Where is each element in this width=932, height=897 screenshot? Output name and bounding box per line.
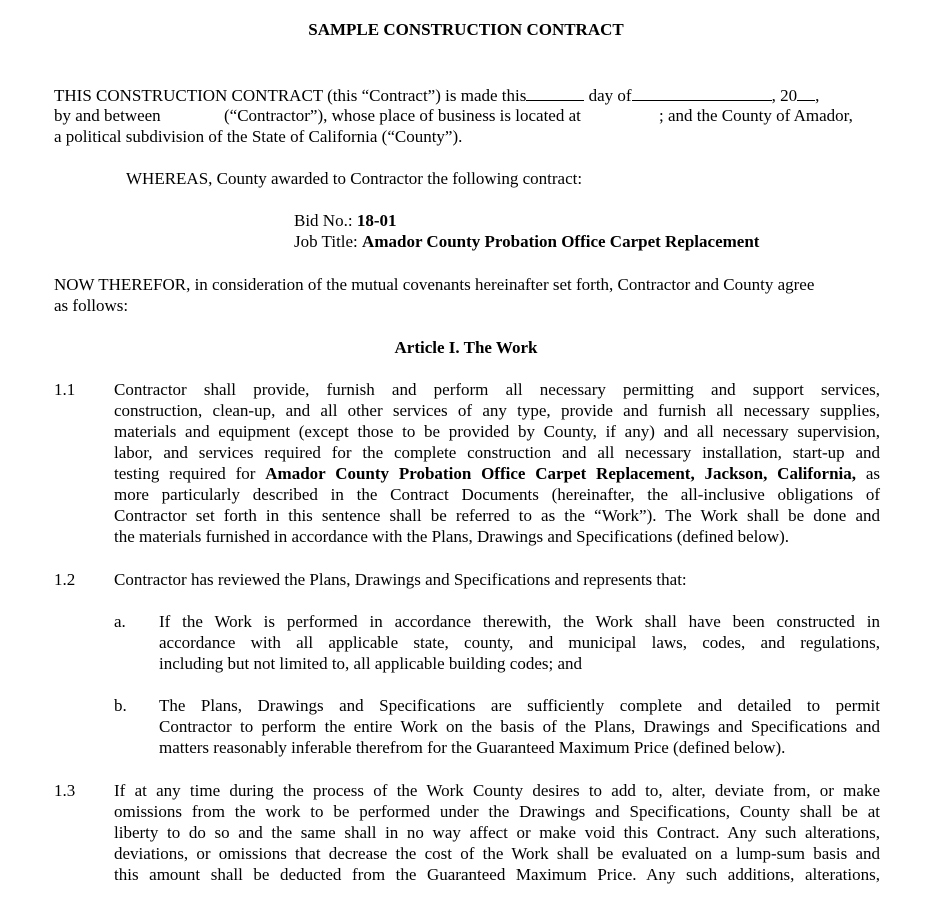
section-1-3-line: omissions from the work to be performed under the Drawings and Specifications, County shall be at (114, 802, 880, 821)
intro-made-this: THIS CONSTRUCTION CONTRACT (this “Contract”) is made this (54, 86, 527, 105)
section-1-3-number: 1.3 (54, 781, 76, 800)
whereas-clause: WHEREAS, County awarded to Contractor the following contract: (126, 169, 583, 188)
job-title-line (294, 231, 759, 252)
section-1-3-line: deviations, or omissions that decrease the cost of the Work shall be evaluated on a lump-sum basis and (114, 844, 880, 863)
intro-county-of-amador: ; and the County of Amador, (659, 106, 853, 125)
year-blank[interactable] (797, 84, 815, 101)
intro-by-and-between: by and between (54, 106, 161, 125)
section-1-1-line-project (114, 463, 880, 484)
intro-day-of: day of (588, 86, 632, 105)
article-heading: Article I. The Work (394, 338, 538, 357)
section-1-3-line: this amount shall be deducted from the Guaranteed Maximum Price. Any such additions, alterations, (114, 865, 880, 884)
item-b-label: b. (114, 696, 127, 715)
section-1-3-line: If at any time during the process of the Work County desires to add to, alter, deviate from, or make (114, 781, 880, 800)
section-1-1-line: Contractor set forth in this sentence shall be referred to as the “Work”). The Work shall be done and (114, 506, 880, 525)
day-blank[interactable] (526, 84, 584, 101)
as-text: as (865, 464, 881, 483)
document-title: SAMPLE CONSTRUCTION CONTRACT (308, 20, 624, 39)
section-1-1-line: labor, and services required for the complete construction and all necessary installation, start-up and (114, 443, 880, 462)
now-therefor-line-2: as follows: (54, 296, 129, 315)
intro-contractor-place: (“Contractor”), whose place of business is located at (224, 106, 581, 125)
section-1-2-number: 1.2 (54, 570, 76, 589)
job-title-value: Amador County Probation Office Carpet Replacement (362, 232, 760, 251)
now-therefor-line-1: NOW THEREFOR, in consideration of the mutual covenants hereinafter set forth, Contractor and County agree (54, 275, 815, 294)
section-1-1-line: more particularly described in the Contract Documents (hereinafter, the all-inclusive obligations of (114, 485, 880, 504)
intro-line-3: a political subdivision of the State of California (“County”). (54, 127, 463, 146)
bid-number-line (294, 210, 396, 231)
item-a-line: accordance with all applicable state, county, and municipal laws, codes, and regulations, (159, 633, 880, 652)
testing-required-text: testing required for (114, 464, 256, 483)
bid-number-label: Bid No.: (294, 211, 353, 230)
project-name-bold: Amador County Probation Office Carpet Replacement, Jackson, California, (265, 464, 857, 483)
item-a-line: including but not limited to, all applicable building codes; and (159, 654, 583, 673)
intro-year-prefix: , 20 (771, 86, 798, 105)
bid-number-value: 18-01 (356, 211, 397, 230)
section-1-1-number: 1.1 (54, 380, 76, 399)
section-1-1-line: the materials furnished in accordance with the Plans, Drawings and Specifications (defined below). (114, 527, 790, 546)
item-a-label: a. (114, 612, 126, 631)
intro-comma: , (815, 86, 820, 105)
intro-line-1 (54, 84, 819, 106)
item-b-line: The Plans, Drawings and Specifications are sufficiently complete and detailed to permit (159, 696, 880, 715)
month-blank[interactable] (632, 84, 772, 101)
section-1-1-line: construction, clean-up, and all other services of any type, provide and furnish all necessary supplies, (114, 401, 880, 420)
item-b-line: matters reasonably inferable therefrom for the Guaranteed Maximum Price (defined below). (159, 738, 786, 757)
section-1-2-text: Contractor has reviewed the Plans, Drawings and Specifications and represents that: (114, 570, 687, 589)
section-1-1-line: Contractor shall provide, furnish and perform all necessary permitting and support services, (114, 380, 880, 399)
section-1-1-line: materials and equipment (except those to be provided by County, if any) and all necessary supervision, (114, 422, 880, 441)
item-a-line: If the Work is performed in accordance therewith, the Work shall have been constructed in (159, 612, 880, 631)
section-1-3-line: liberty to do so and the same shall in no way affect or make void this Contract. Any such alterations, (114, 823, 880, 842)
item-b-line: Contractor to perform the entire Work on the basis of the Plans, Drawings and Specifications and (159, 717, 880, 736)
job-title-label: Job Title: (294, 232, 358, 251)
